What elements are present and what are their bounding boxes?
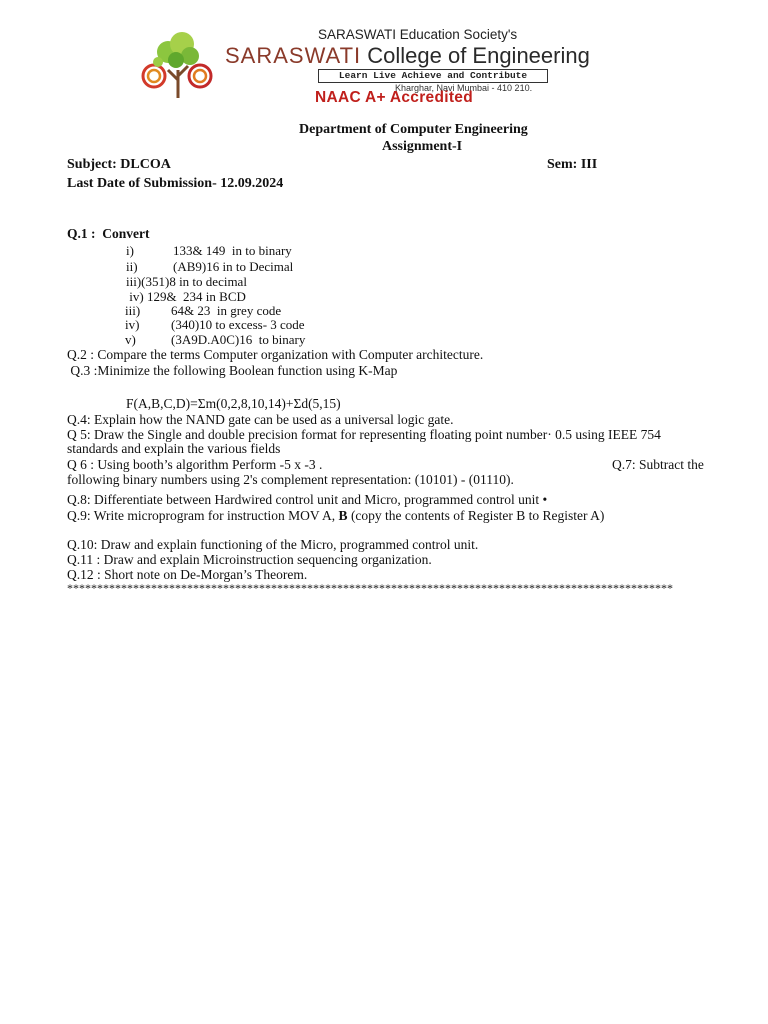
q1-item-text: iii)(351)8 in to decimal [126, 274, 247, 289]
q1-item-text: (AB9)16 in to Decimal [173, 259, 294, 274]
question-9-text: Q.9: Write microprogram for instruction MOV A, [67, 508, 339, 523]
q1-item-num: iv) [125, 317, 140, 332]
q1-item-num: ii) [126, 259, 138, 274]
q1-item-text: iv) 129& 234 in BCD [126, 289, 246, 304]
q1-heading: Q.1 : Convert [67, 226, 150, 241]
q1-item-num: i) [126, 243, 134, 258]
society-name: SARASWATI Education Society's [318, 27, 518, 42]
end-separator: ***************************************************************************************************** [67, 581, 673, 595]
college-brand: SARASWATI [225, 43, 362, 68]
question-9-register: B [338, 508, 348, 523]
question-7: Q.7: Subtract the [612, 457, 704, 472]
question-5: Q 5: Draw the Single and double precision format for representing floating point number· 0.5 using IEEE 754 [67, 427, 661, 442]
college-name-rest: College of Engineering [361, 43, 590, 68]
question-2: Q.2 : Compare the terms Computer organization with Computer architecture. [67, 347, 484, 362]
q1-item-text: 133& 149 in to binary [173, 243, 292, 258]
q1-item-text: (3A9D.A0C)16 to binary [171, 332, 306, 347]
question-9-text-end: (copy the contents of Register B to Register A) [347, 508, 605, 523]
assignment-title: Assignment-I [382, 139, 463, 154]
question-6: Q 6 : Using booth’s algorithm Perform -5 x -3 . [67, 457, 323, 472]
q1-item-text: (340)10 to excess- 3 code [171, 317, 305, 332]
subject-label: Subject: DLCOA [67, 157, 171, 172]
q1-item-text: 64& 23 in grey code [171, 303, 282, 318]
semester-label: Sem: III [547, 157, 598, 172]
q1-item-num: iii) [125, 303, 141, 318]
question-11: Q.11 : Draw and explain Microinstruction sequencing organization. [67, 552, 432, 567]
kmap-function: F(A,B,C,D)=Σm(0,2,8,10,14)+Σd(5,15) [126, 396, 341, 411]
department-title: Department of Computer Engineering [299, 122, 528, 137]
question-7-continued: following binary numbers using 2's complement representation: (10101) - (01110). [67, 472, 514, 487]
question-3: Q.3 :Minimize the following Boolean function using K-Map [67, 363, 398, 378]
question-10: Q.10: Draw and explain functioning of the Micro, programmed control unit. [67, 537, 479, 552]
question-5-continued: standards and explain the various fields [67, 441, 281, 456]
question-8: Q.8: Differentiate between Hardwired control unit and Micro, programmed control unit • [67, 492, 548, 507]
naac-accreditation: NAAC A+ Accredited [315, 89, 473, 106]
q1-item-num: v) [125, 332, 136, 347]
college-tagline: Learn Live Achieve and Contribute [318, 69, 548, 83]
submission-date: Last Date of Submission- 12.09.2024 [67, 176, 284, 191]
college-name [225, 43, 590, 69]
question-12: Q.12 : Short note on De-Morgan’s Theorem. [67, 567, 308, 582]
college-address: Kharghar, Navi Mumbai - 410 210. [395, 83, 533, 93]
question-9 [67, 508, 604, 524]
college-logo-tree-icon [138, 30, 218, 100]
question-4: Q.4: Explain how the NAND gate can be used as a universal logic gate. [67, 412, 454, 427]
